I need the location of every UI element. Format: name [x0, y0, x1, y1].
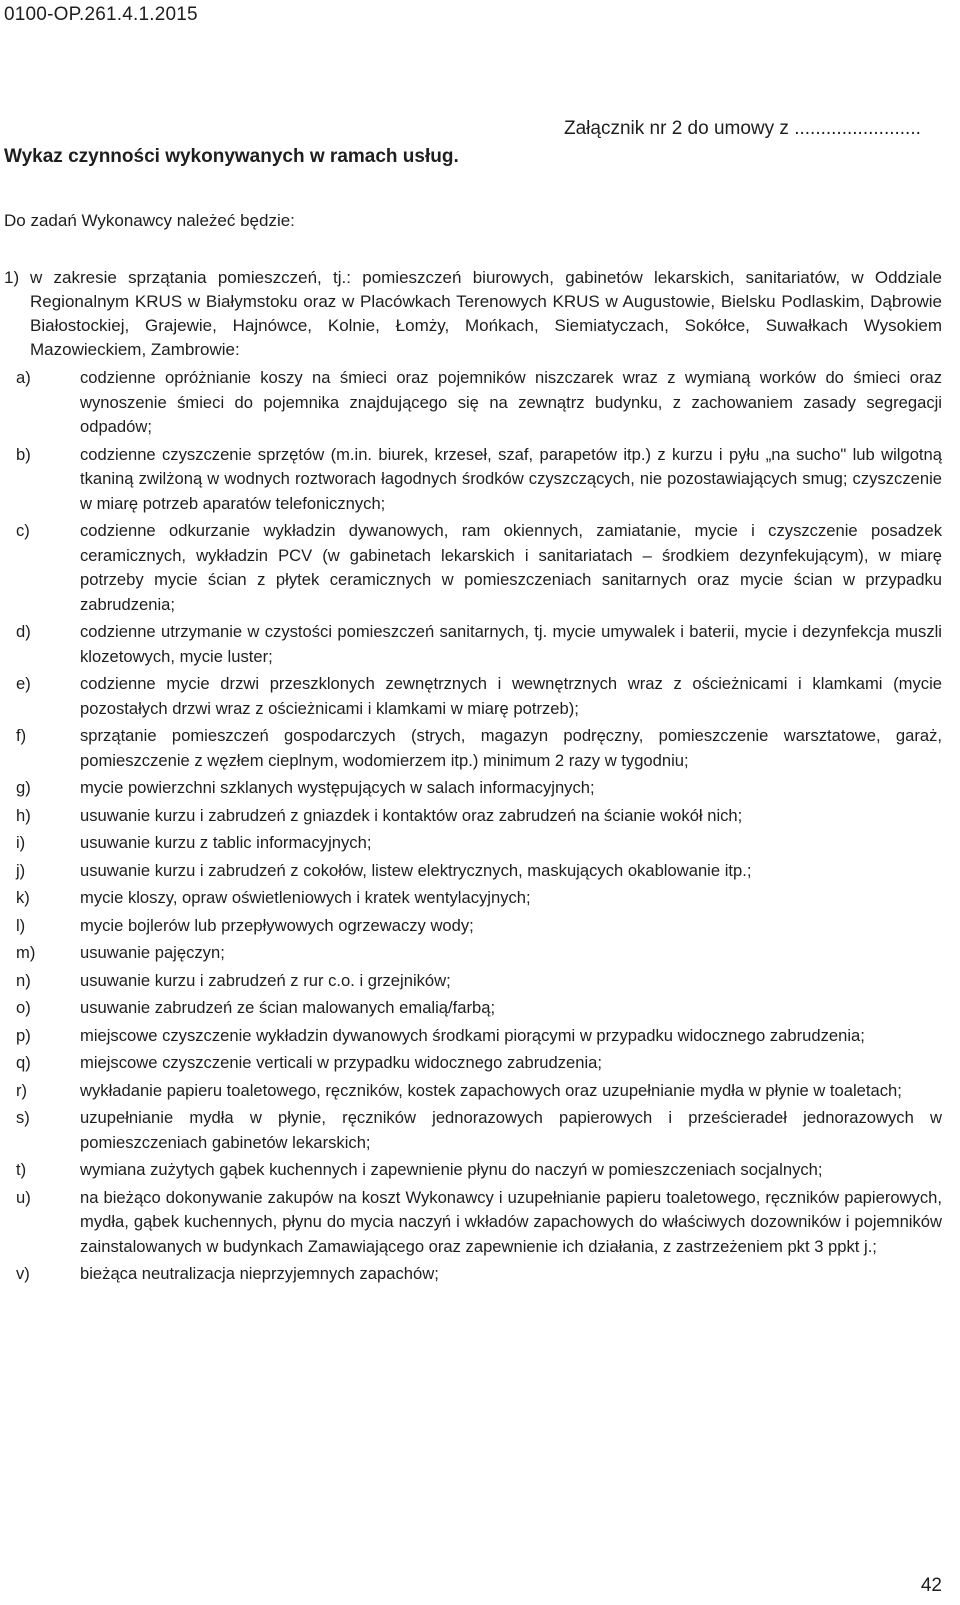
list-item: [4, 1158, 942, 1183]
list-item-letter: v): [16, 1264, 30, 1283]
list-item: [4, 804, 942, 829]
list-item-letter: f): [16, 726, 27, 745]
list-item-text: mycie bojlerów lub przepływowych ogrzewaczy wody;: [80, 915, 474, 935]
list-item: [4, 1262, 942, 1287]
list-item-letter: l): [16, 915, 26, 935]
list-item: [4, 1024, 942, 1049]
list-item: [4, 443, 942, 517]
list-item: [4, 776, 942, 801]
section-heading: [4, 266, 942, 362]
list-item: [4, 620, 942, 669]
list-item-text: bieżąca neutralizacja nieprzyjemnych zapachów;: [80, 1264, 439, 1283]
list-item: [4, 672, 942, 721]
list-item-text: miejscowe czyszczenie verticali w przypadku widocznego zabrudzenia;: [80, 1053, 603, 1072]
list-item-text: usuwanie kurzu i zabrudzeń z rur c.o. i grzejników;: [80, 970, 451, 990]
list-item-text: codzienne utrzymanie w czystości pomieszczeń sanitarnych, tj. mycie umywalek i baterii, mycie i dezynfekcja muszli klozetowych, mycie luster;: [80, 622, 942, 666]
list-item: [4, 1051, 942, 1076]
list-item-letter: e): [16, 674, 31, 693]
list-item-text: usuwanie kurzu i zabrudzeń z cokołów, listew elektrycznych, maskujących okablowanie itp.;: [80, 860, 752, 880]
list-item-letter: m): [16, 943, 36, 962]
list-item: [4, 996, 942, 1021]
list-item-text: usuwanie zabrudzeń ze ścian malowanych emalią/farbą;: [80, 998, 496, 1017]
document-title: Wykaz czynności wykonywanych w ramach usług.: [4, 146, 459, 167]
list-item-letter: g): [16, 778, 31, 797]
list-item-text: usuwanie kurzu z tablic informacyjnych;: [80, 833, 372, 852]
list-item-letter: k): [16, 888, 30, 907]
section-1: [4, 266, 942, 1290]
list-item-letter: i): [16, 833, 26, 852]
list-item-letter: t): [16, 1160, 27, 1179]
list-item-text: usuwanie kurzu i zabrudzeń z gniazdek i kontaktów oraz zabrudzeń na ścianie wokół nich;: [80, 805, 743, 825]
list-item-text: uzupełnianie mydła w płynie, ręczników jednorazowych papierowych i prześcieradeł jednorazowych w pomieszczeniach gabinetów lekarskich;: [80, 1108, 942, 1152]
list-item-text: codzienne odkurzanie wykładzin dywanowych, ram okiennych, zamiatanie, mycie i czyszczenie posadzek ceramicznych, wykładzin PCV (w gabinetach lekarskich i sanitariatach – środkiem dezynfekującym), w miarę potrzeby mycie ścian z płytek ceramicznych w pomieszczeniach sanitarnych oraz mycie ścian w przypadku zabrudzenia;: [80, 521, 942, 614]
section-text: w zakresie sprzątania pomieszczeń, tj.: pomieszczeń biurowych, gabinetów lekarskich, sanitariatów, w Oddziale Regionalnym KRUS w Białymstoku oraz w Placówkach Terenowych KRUS w Augustowie, Bielsku Podlaskim, Dąbrowie Białostockiej, Grajewie, Hajnówce, Kolnie, Łomży, Mońkach, Siemiatyczach, Sokółce, Suwałkach Wysokiem Mazowieckiem, Zambrowie:: [30, 268, 942, 359]
list-item-text: usuwanie pajęczyn;: [80, 943, 225, 962]
list-item-letter: n): [16, 970, 31, 990]
list-item-text: miejscowe czyszczenie wykładzin dywanowych środkami piorącymi w przypadku widocznego zabrudzenia;: [80, 1025, 865, 1045]
list-item-letter: j): [16, 860, 26, 880]
annex-label: Załącznik nr 2 do umowy z ........................: [564, 118, 921, 139]
list-item-letter: h): [16, 805, 31, 825]
document-code: 0100-OP.261.4.1.2015: [4, 4, 198, 25]
list-item-letter: d): [16, 622, 31, 641]
list-item-text: mycie kloszy, opraw oświetleniowych i kratek wentylacyjnych;: [80, 888, 531, 907]
task-list: [4, 366, 942, 1287]
list-item: [4, 969, 942, 994]
list-item-text: codzienne mycie drzwi przeszklonych zewnętrznych i wewnętrznych wraz z ościeżnicami i klamkami (mycie pozostałych drzwi wraz z ościeżnicami i klamkami w miarę potrzeb);: [80, 674, 942, 718]
intro-text: Do zadań Wykonawcy należeć będzie:: [4, 211, 295, 230]
list-item-text: codzienne czyszczenie sprzętów (m.in. biurek, krzeseł, szaf, parapetów itp.) z kurzu i pyłu „na sucho" lub wilgotną tkaniną zwilżoną w wodnych roztworach łagodnych środków czyszczących, nie pozostawiających smug; czyszczenie w miarę potrzeb aparatów telefonicznych;: [80, 444, 942, 513]
list-item-letter: b): [16, 444, 31, 464]
list-item-text: sprzątanie pomieszczeń gospodarczych (strych, magazyn podręczny, pomieszczenie warsztatowe, garaż, pomieszczenie z węzłem cieplnym, wodomierzem itp.) minimum 2 razy w tygodniu;: [80, 726, 942, 770]
list-item-text: wymiana zużytych gąbek kuchennych i zapewnienie płynu do naczyń w pomieszczeniach socjalnych;: [80, 1160, 823, 1179]
list-item-text: codzienne opróżnianie koszy na śmieci oraz pojemników niszczarek wraz z wymianą worków do śmieci oraz wynoszenie śmieci do pojemnika znajdującego się na zewnątrz budynku, z zachowaniem zasady segregacji odpadów;: [80, 368, 942, 436]
list-item: [4, 519, 942, 617]
list-item: [4, 886, 942, 911]
list-item-text: wykładanie papieru toaletowego, ręczników, kostek zapachowych oraz uzupełnianie mydła w płynie w toaletach;: [80, 1080, 902, 1100]
list-item: [4, 724, 942, 773]
list-item: [4, 859, 942, 884]
list-item-letter: o): [16, 998, 31, 1017]
list-item: [4, 914, 942, 939]
list-item-letter: p): [16, 1025, 31, 1045]
list-item: [4, 1106, 942, 1155]
list-item-letter: r): [16, 1080, 28, 1100]
list-item: [4, 1079, 942, 1104]
list-item: [4, 941, 942, 966]
list-item-letter: s): [16, 1108, 30, 1127]
list-item: [4, 831, 942, 856]
list-item-letter: c): [16, 521, 30, 540]
list-item-text: na bieżąco dokonywanie zakupów na koszt Wykonawcy i uzupełnianie papieru toaletowego, ręczników papierowych, mydła, gąbek kuchennych, płynu do mycia naczyń i wkładów zapachowych do właściwych dozowników i pojemników zainstalowanych w budynkach Zamawiającego oraz zapewnienie ich działania, z zastrzeżeniem pkt 3 ppkt j.;: [80, 1187, 942, 1256]
section-number: 1): [4, 268, 20, 287]
list-item: [4, 366, 942, 440]
list-item-letter: u): [16, 1187, 31, 1207]
list-item-letter: q): [16, 1053, 31, 1072]
list-item: [4, 1186, 942, 1260]
list-item-text: mycie powierzchni szklanych występujących w salach informacyjnych;: [80, 778, 595, 797]
page-number: 42: [920, 1575, 942, 1596]
list-item-letter: a): [16, 368, 31, 387]
